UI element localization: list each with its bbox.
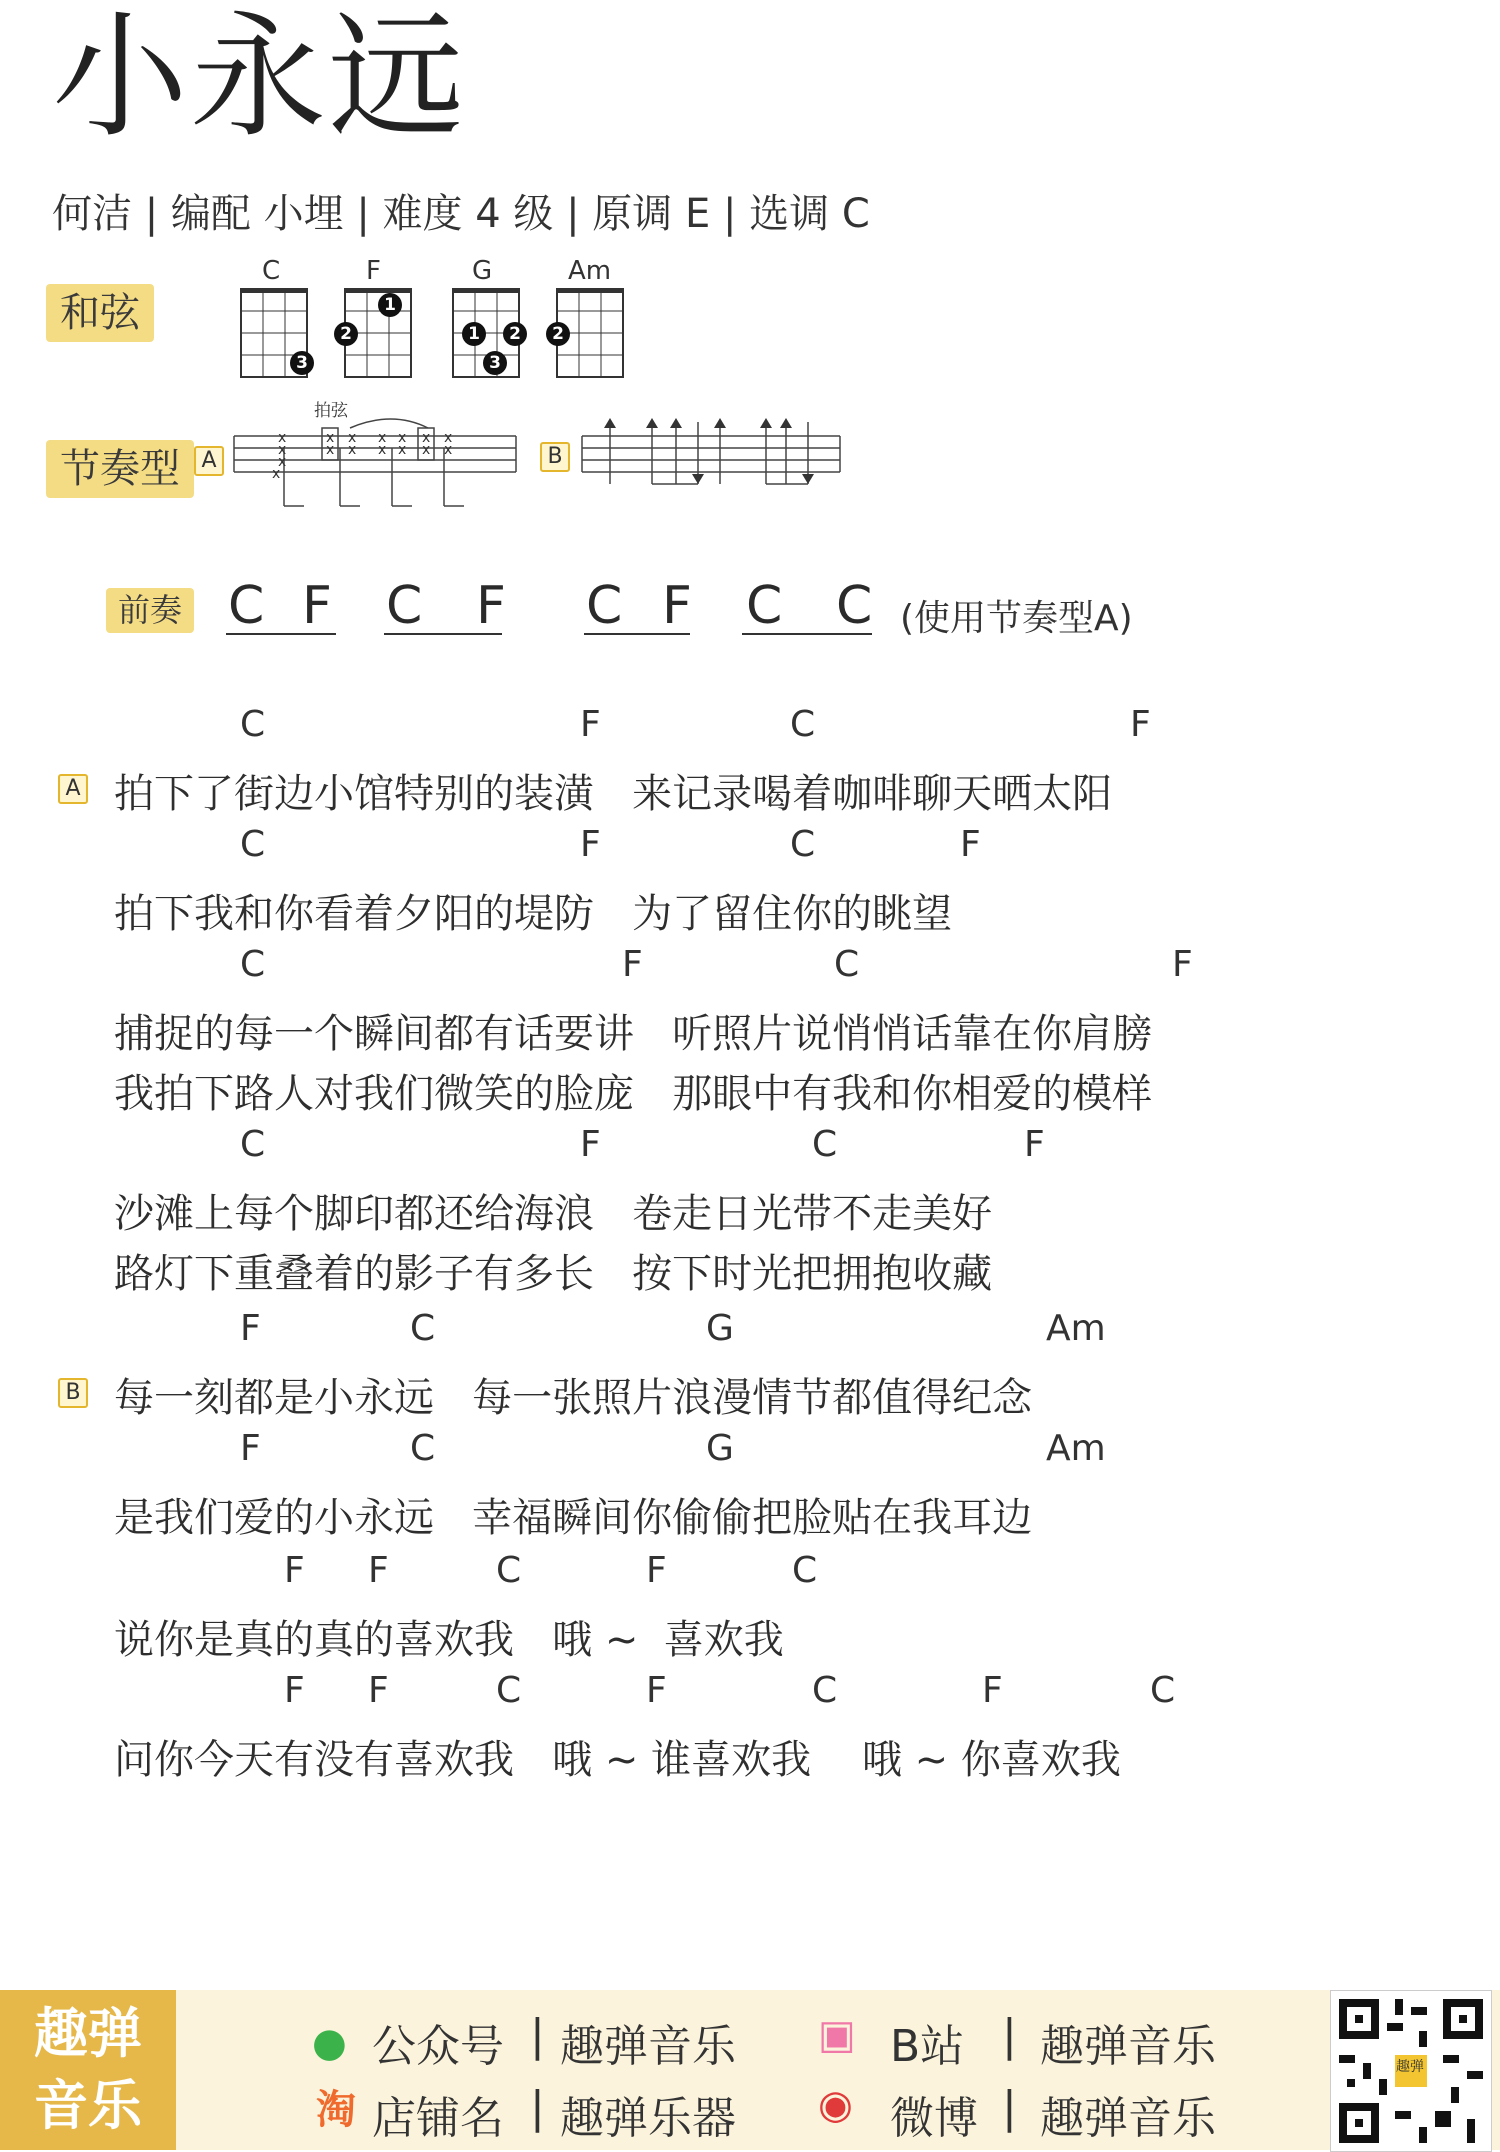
svg-text:x: x	[398, 442, 407, 458]
chord: F	[960, 824, 981, 865]
lyric-line: 是我们爱的小永远 幸福瞬间你偷偷把脸贴在我耳边	[114, 1495, 1033, 1541]
svg-text:x: x	[272, 466, 281, 482]
chord: F	[646, 1550, 667, 1591]
chord-name-am: Am	[568, 256, 612, 286]
divider: |	[1002, 2010, 1017, 2061]
svg-text:x: x	[422, 442, 431, 458]
svg-text:x: x	[326, 430, 335, 446]
chord: G	[706, 1428, 734, 1469]
svg-text:x: x	[348, 430, 357, 446]
chord: C	[812, 1124, 838, 1165]
chord: F	[982, 1670, 1003, 1711]
chord: C	[240, 704, 266, 745]
chord-row	[0, 1550, 1500, 1594]
rhythm-label: 节奏型	[46, 440, 194, 498]
chord: C	[834, 944, 860, 985]
intro-note: (使用节奏型A)	[900, 598, 1133, 639]
shop-label: 店铺名	[372, 2093, 504, 2144]
svg-text:x: x	[278, 454, 287, 470]
lyric-line: 说你是真的真的喜欢我 哦 ~ 喜欢我	[114, 1617, 784, 1663]
chord: F	[240, 1428, 261, 1469]
section-a-marker: A	[58, 774, 88, 804]
divider: |	[530, 2010, 545, 2061]
divider: |	[1002, 2082, 1017, 2133]
finger-dot: 1	[462, 322, 486, 346]
chord: C	[496, 1550, 522, 1591]
svg-text:x: x	[444, 442, 453, 458]
chord: C	[812, 1670, 838, 1711]
svg-text:x: x	[398, 430, 407, 446]
bili-label: B站	[890, 2021, 965, 2072]
chord-name-f: F	[366, 256, 381, 286]
rhythm-b-staff	[580, 414, 842, 500]
lyric-line: 我拍下路人对我们微笑的脸庞 那眼中有我和你相爱的模样	[114, 1071, 1153, 1117]
chord: F	[240, 1308, 261, 1349]
weibo-label: 微博	[890, 2093, 978, 2144]
lyric-line: 问你今天有没有喜欢我 哦 ~ 谁喜欢我 哦 ~ 你喜欢我	[114, 1737, 1121, 1783]
chord: F	[580, 1124, 601, 1165]
weibo-icon: ◉	[818, 2082, 853, 2128]
taobao-icon: 淘	[316, 2087, 356, 2133]
footer	[0, 1990, 1500, 2150]
intro-chord: F	[662, 576, 692, 636]
lyric-line: 每一刻都是小永远 每一张照片浪漫情节都值得纪念	[114, 1375, 1033, 1421]
shop-value[interactable]: 趣弹乐器	[560, 2093, 736, 2144]
chord-row	[0, 944, 1500, 988]
chord-row	[0, 704, 1500, 748]
intro-chord: C	[746, 576, 783, 636]
finger-dot: 2	[503, 322, 527, 346]
finger-dot: 2	[334, 322, 358, 346]
svg-text:x: x	[378, 442, 387, 458]
finger-dot: 3	[290, 351, 314, 375]
brand-logo	[0, 1990, 176, 2150]
bili-value[interactable]: 趣弹音乐	[1040, 2021, 1216, 2072]
lyric-line: 拍下我和你看着夕阳的堤防 为了留住你的眺望	[114, 891, 953, 937]
chord-row	[0, 1670, 1500, 1714]
chords-label: 和弦	[46, 284, 154, 342]
lyric-line: 沙滩上每个脚印都还给海浪 卷走日光带不走美好	[114, 1191, 993, 1237]
chord: F	[1172, 944, 1193, 985]
chord: C	[496, 1670, 522, 1711]
chord-name-c: C	[262, 256, 281, 286]
chord: F	[1130, 704, 1151, 745]
finger-dot: 1	[378, 293, 402, 317]
chord: C	[790, 824, 816, 865]
song-title: 小永远	[52, 0, 466, 157]
wechat-label: 公众号	[372, 2021, 504, 2072]
chord: F	[1024, 1124, 1045, 1165]
wechat-icon: ●	[312, 2020, 347, 2066]
chord: F	[284, 1670, 305, 1711]
chord: F	[368, 1550, 389, 1591]
lyric-line: 拍下了街边小馆特别的装潢 来记录喝着咖啡聊天晒太阳	[114, 771, 1113, 817]
intro-chord: C	[228, 576, 265, 636]
section-b-marker: B	[58, 1378, 88, 1408]
chord-row	[0, 824, 1500, 868]
svg-text:x: x	[278, 442, 287, 458]
svg-text:x: x	[444, 430, 453, 446]
intro-chord: F	[476, 576, 506, 636]
chord: C	[792, 1550, 818, 1591]
intro-chord: C	[836, 576, 873, 636]
chord: C	[240, 944, 266, 985]
chord: F	[580, 824, 601, 865]
chord-name-g: G	[472, 256, 493, 286]
lyric-line: 捕捉的每一个瞬间都有话要讲 听照片说悄悄话靠在你肩膀	[114, 1011, 1153, 1057]
wechat-value[interactable]: 趣弹音乐	[560, 2021, 736, 2072]
chord: C	[240, 1124, 266, 1165]
svg-text:x: x	[348, 442, 357, 458]
rhythm-b-marker: B	[540, 442, 570, 472]
chord: Am	[1046, 1428, 1106, 1469]
chord: C	[240, 824, 266, 865]
chord: F	[646, 1670, 667, 1711]
chord: C	[790, 704, 816, 745]
chord: C	[1150, 1670, 1176, 1711]
divider: |	[530, 2082, 545, 2133]
bilibili-icon: ▣	[818, 2012, 856, 2058]
intro-underlines	[226, 630, 876, 638]
chord: C	[410, 1428, 436, 1469]
svg-text:x: x	[422, 430, 431, 446]
finger-dot: 2	[546, 322, 570, 346]
chord: F	[580, 704, 601, 745]
chord: G	[706, 1308, 734, 1349]
lyric-line: 路灯下重叠着的影子有多长 按下时光把拥抱收藏	[114, 1251, 993, 1297]
chord: F	[622, 944, 643, 985]
weibo-value[interactable]: 趣弹音乐	[1040, 2093, 1216, 2144]
chord-row	[0, 1308, 1500, 1352]
chord: Am	[1046, 1308, 1106, 1349]
intro-label: 前奏	[106, 588, 194, 633]
svg-text:x: x	[278, 430, 287, 446]
intro-chord: F	[302, 576, 332, 636]
chord: F	[368, 1670, 389, 1711]
rhythm-a-staff	[232, 414, 518, 514]
rhythm-a-marker: A	[194, 446, 224, 476]
svg-text:x: x	[326, 442, 335, 458]
qr-badge: 趣弹	[1396, 2059, 1424, 2075]
chord-row	[0, 1124, 1500, 1168]
chord: C	[410, 1308, 436, 1349]
chord: F	[284, 1550, 305, 1591]
finger-dot: 3	[483, 351, 507, 375]
intro-chord: C	[586, 576, 623, 636]
chord-row	[0, 1428, 1500, 1472]
strum-note: 拍弦	[314, 401, 348, 421]
svg-text:x: x	[378, 430, 387, 446]
brand-text: 趣弹音乐	[34, 2002, 142, 2137]
song-meta: 何洁 | 编配 小埋 | 难度 4 级 | 原调 E | 选调 C	[52, 191, 870, 237]
intro-chord: C	[386, 576, 423, 636]
